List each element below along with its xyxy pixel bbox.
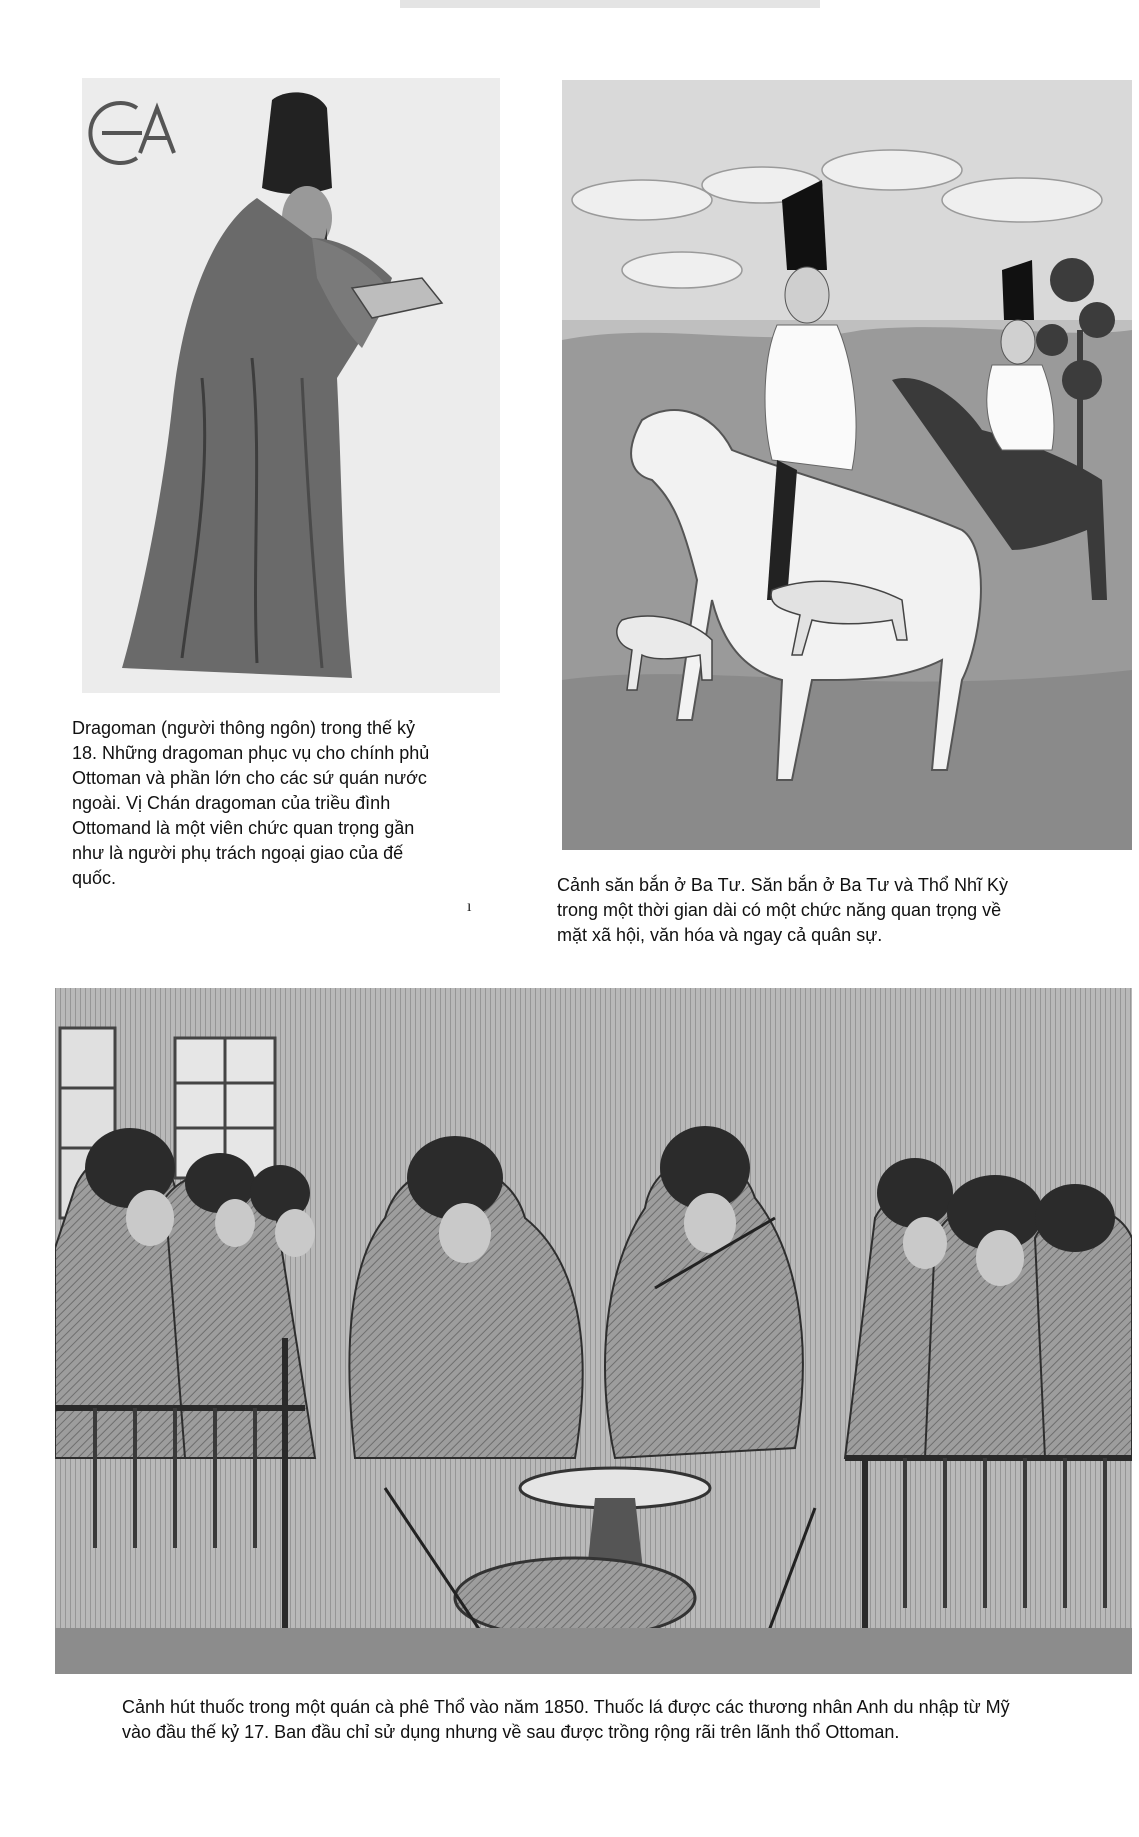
caption-line: trong một thời gian dài có một chức năng quan trọng về bbox=[557, 900, 1002, 920]
persian-hunting-painting bbox=[562, 80, 1132, 850]
dragoman-caption bbox=[72, 716, 429, 891]
dragoman-illustration bbox=[82, 78, 500, 693]
caption-line: Cảnh săn bắn ở Ba Tư. Săn bắn ở Ba Tư và Thổ Nhĩ Kỳ bbox=[557, 875, 1008, 895]
coffeehouse-caption bbox=[122, 1695, 1010, 1745]
coffeehouse-engraving bbox=[55, 988, 1132, 1674]
top-edge-strip bbox=[400, 0, 820, 8]
caption-line: Ottoman và phần lớn cho các sứ quán nước bbox=[72, 768, 427, 788]
caption-line: 18. Những dragoman phục vụ cho chính phủ bbox=[72, 743, 430, 763]
caption-line: vào đầu thế kỷ 17. Ban đầu chỉ sử dụng nhưng về sau được trồng rộng rãi trên lãnh thổ Ottoman. bbox=[122, 1722, 900, 1742]
caption-line: như là người phụ trách ngoại giao của đế bbox=[72, 843, 404, 863]
caption-line: quốc. bbox=[72, 868, 117, 888]
caption-line: ngoài. Vị Chán dragoman của triều đình bbox=[72, 793, 391, 813]
caption-line: mặt xã hội, văn hóa và ngay cả quân sự. bbox=[557, 925, 883, 945]
hunting-caption bbox=[557, 873, 1008, 948]
caption-line: Dragoman (người thông ngôn) trong thế kỷ bbox=[72, 718, 416, 738]
caption-line: Cảnh hút thuốc trong một quán cà phê Thổ vào năm 1850. Thuốc lá được các thương nhân Anh du nhập từ Mỹ bbox=[122, 1697, 1010, 1717]
page-marker: ı bbox=[467, 898, 472, 915]
caption-line: Ottomand là một viên chức quan trọng gần bbox=[72, 818, 415, 838]
